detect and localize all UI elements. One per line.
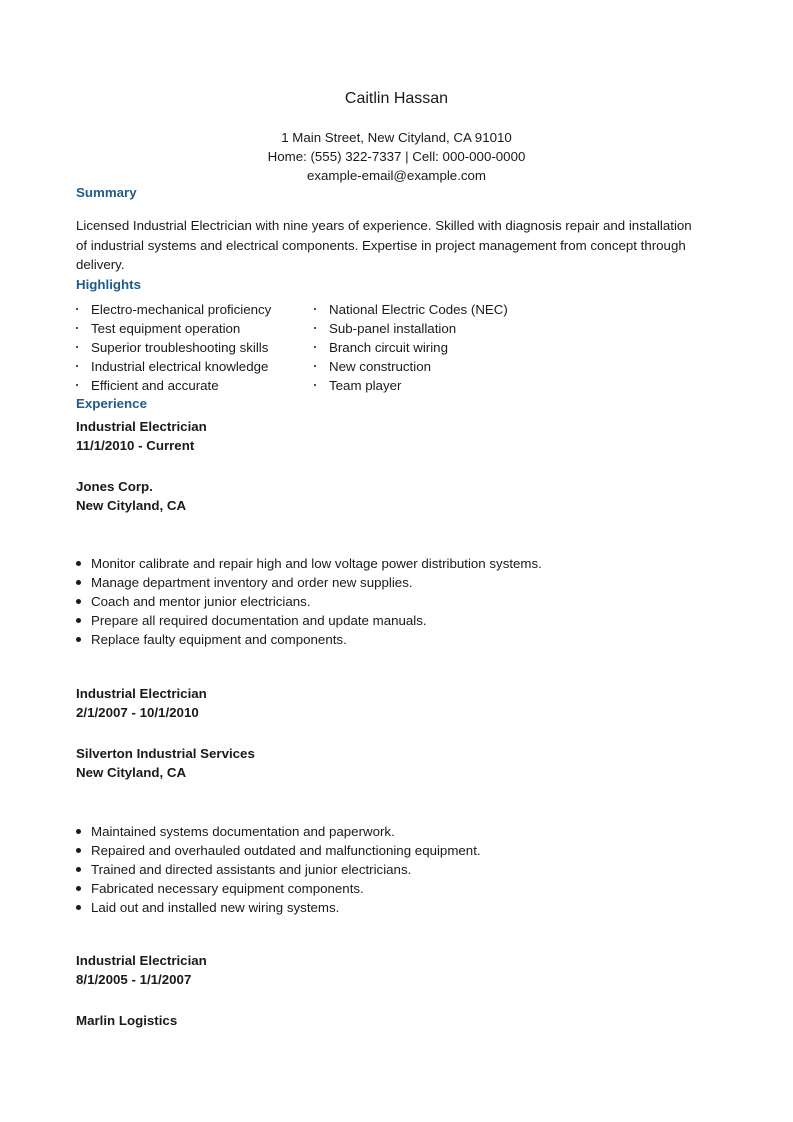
address: 1 Main Street, New Cityland, CA 91010 bbox=[281, 130, 512, 145]
bullet-icon bbox=[76, 886, 81, 891]
bullet-icon bbox=[76, 599, 81, 604]
bullet-icon bbox=[76, 346, 78, 348]
phone-numbers: Home: (555) 322-7337 | Cell: 000-000-0000 bbox=[267, 149, 526, 164]
bullet-icon bbox=[76, 637, 81, 642]
bullet-icon bbox=[76, 905, 81, 910]
job-location: New Cityland, CA bbox=[76, 765, 187, 780]
bullet-icon bbox=[314, 365, 316, 367]
highlights-heading: Highlights bbox=[76, 277, 141, 292]
job-title: Industrial Electrician bbox=[76, 419, 207, 434]
bullet-icon bbox=[76, 561, 81, 566]
job-location: New Cityland, CA bbox=[76, 498, 187, 513]
job-company: Jones Corp. bbox=[76, 479, 153, 494]
bullet-icon bbox=[76, 829, 81, 834]
bullet-icon bbox=[76, 867, 81, 872]
bullet-icon bbox=[76, 384, 78, 386]
email: example-email@example.com bbox=[306, 168, 487, 183]
job-title: Industrial Electrician bbox=[76, 686, 207, 701]
job-dates: 2/1/2007 - 10/1/2010 bbox=[76, 705, 199, 720]
bullet-icon bbox=[76, 580, 81, 585]
candidate-name: Caitlin Hassan bbox=[344, 90, 449, 107]
job-company: Silverton Industrial Services bbox=[76, 746, 255, 761]
summary-heading: Summary bbox=[76, 185, 137, 200]
bullet-icon bbox=[76, 327, 78, 329]
job-dates: 8/1/2005 - 1/1/2007 bbox=[76, 972, 192, 987]
job-title: Industrial Electrician bbox=[76, 953, 207, 968]
job-dates: 11/1/2010 - Current bbox=[76, 438, 195, 453]
bullet-icon bbox=[314, 384, 316, 386]
experience-heading: Experience bbox=[76, 396, 147, 411]
bullet-icon bbox=[76, 365, 78, 367]
bullet-icon bbox=[76, 308, 78, 310]
bullet-icon bbox=[76, 848, 81, 853]
job-company: Marlin Logistics bbox=[76, 1013, 178, 1028]
bullet-icon bbox=[314, 327, 316, 329]
bullet-icon bbox=[314, 308, 316, 310]
resume-page: Caitlin Hassan 1 Main Street, New Cityland, CA 91010 Home: (555) 322-7337 | Cell: 000-000-0000 example-email@example.com Summary Licensed Industrial Electrician with nine years of experience. Skilled with diagnosis repair and installation of industrial systems and electrical components. Expertise in project management from concept through delivery. Highlights Electro-mechanical proficiency Test equipment operation Superior troubleshooting skills Industrial electrical knowledge Efficient and accurate National Electric Codes (NEC) Sub-panel installation Branch circuit wiring New construction Team player Experience Industrial Electrician 11/1/2010 - Current Jones Corp. New Cityland, CA Monitor calibrate and repair high and low voltage power distribution systems. Manage department inventory and order new supplies. Coach and mentor junior electricians. Prepare all required documentation and update manuals. Replace faulty equipment and components. Industrial Electrician 2/1/2007 - 10/1/2010 Silverton Industrial Services New Cityland, CA Maintained systems documentation and paperwork. Repaired and overhauled outdated and malfunctioning equipment. Trained and directed assistants and junior electricians. Fabricated necessary equipment components. Laid out and installed new wiring systems. Industrial Electrician 8/1/2005 - 1/1/2007 Marlin Logistics bbox=[0, 0, 793, 1122]
bullet-icon bbox=[76, 618, 81, 623]
summary-text: Licensed Industrial Electrician with nine years of experience. Skilled with diagnosis repair and installation of industrial systems and electrical components. Expertise in project management from concept through delivery. bbox=[76, 218, 692, 273]
bullet-icon bbox=[314, 346, 316, 348]
